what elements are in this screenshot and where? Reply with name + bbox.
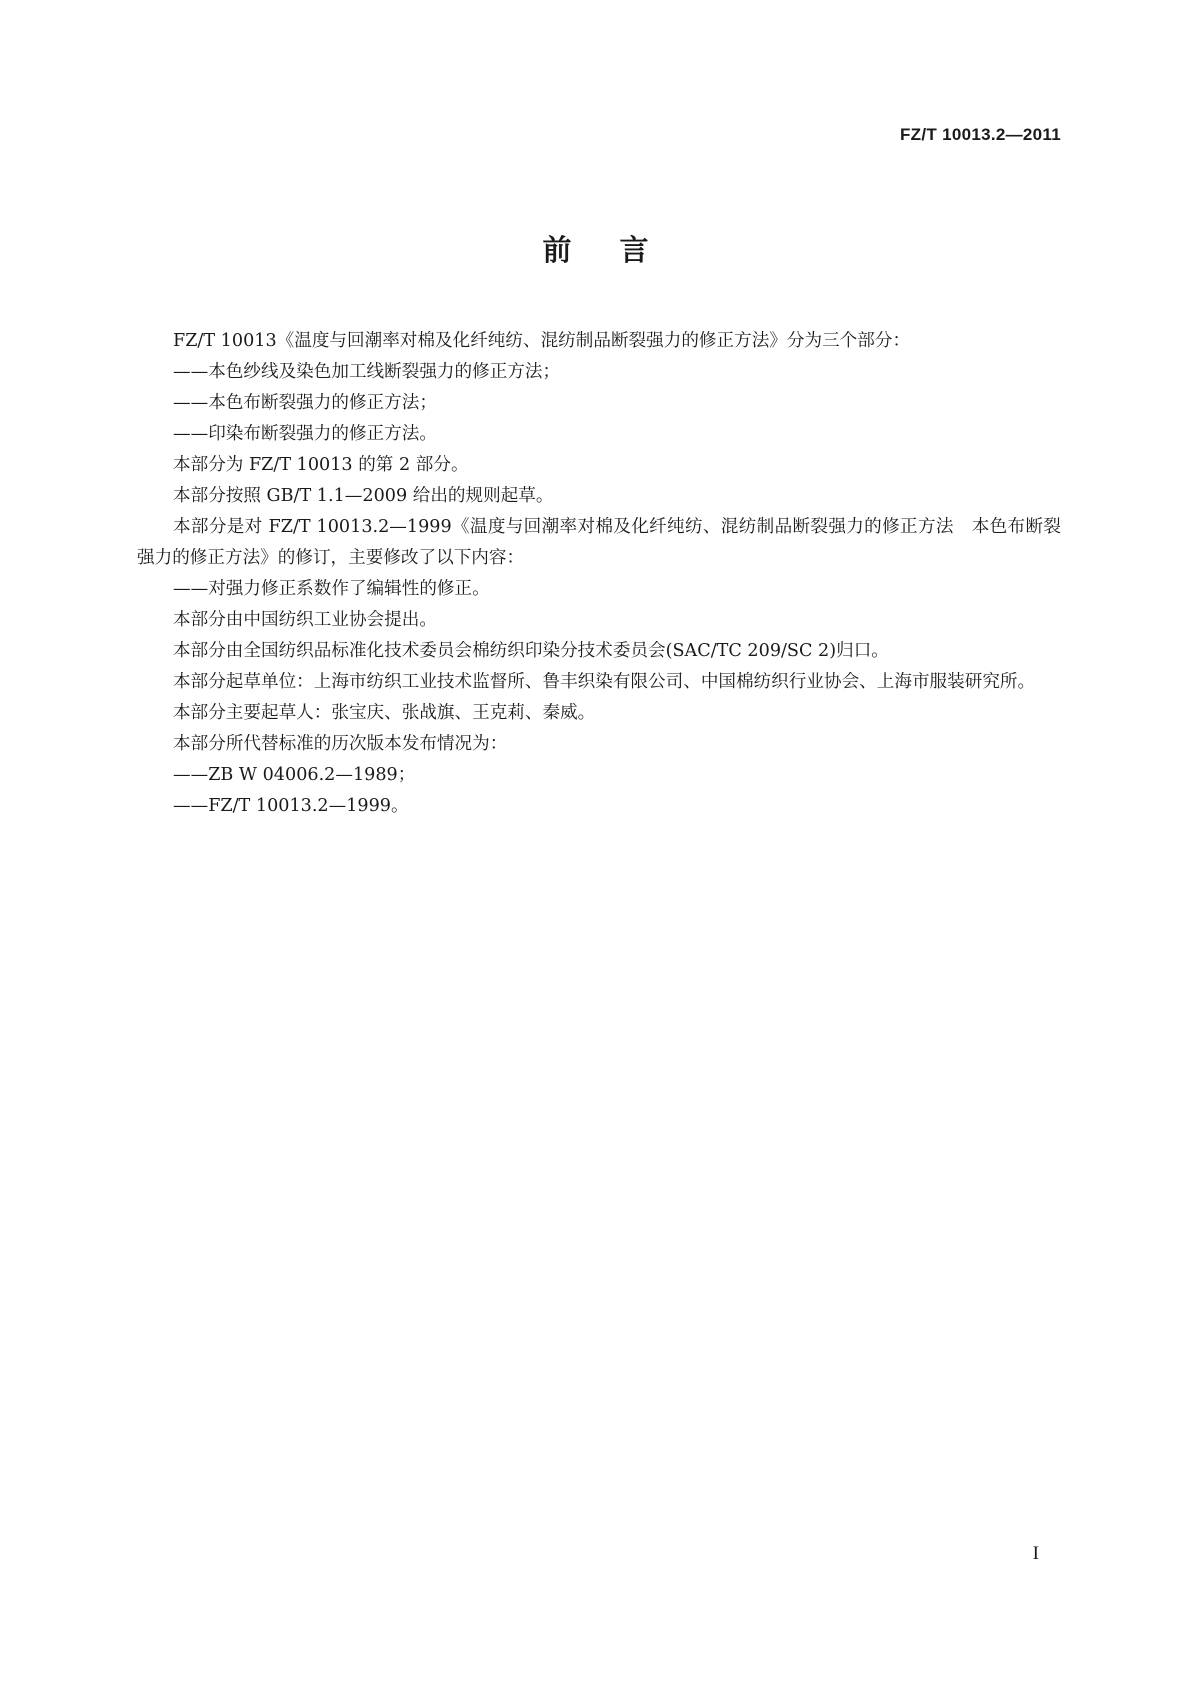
list-item-change: ——对强力修正系数作了编辑性的修正。 [173,579,490,599]
paragraph-committee: 本部分由全国纺织品标准化技术委员会棉纺织印染分技术委员会(SAC/TC 209/SC 2)归口。 [173,641,889,661]
paragraph-drafters: 本部分主要起草人：张宝庆、张战旗、王克莉、秦威。 [173,703,596,723]
list-item-part-3: ——印染布断裂强力的修正方法。 [173,424,437,444]
paragraph-drafting-rules: 本部分按照 GB/T 1.1—2009 给出的规则起草。 [173,486,554,506]
page-title: 前言 [542,233,697,267]
list-item-edition-1999: ——FZ/T 10013.2—1999。 [173,796,409,816]
paragraph-parts-overview: FZ/T 10013《温度与回潮率对棉及化纤纯纺、混纺制品断裂强力的修正方法》分为三个部分： [173,331,911,351]
foreword-body [137,326,1061,822]
paragraph-previous-editions: 本部分所代替标准的历次版本发布情况为： [173,734,508,754]
paragraph-drafting-units: 本部分起草单位：上海市纺织工业技术监督所、鲁丰织染有限公司、中国棉纺织行业协会、上海市服装研究所。 [173,672,1036,692]
paragraph-proposer: 本部分由中国纺织工业协会提出。 [173,610,437,630]
paragraph-part-statement: 本部分为 FZ/T 10013 的第 2 部分。 [173,455,469,475]
standard-number: FZ/T 10013.2—2011 [899,125,1061,144]
list-item-part-2: ——本色布断裂强力的修正方法； [173,393,437,413]
list-item-part-1: ——本色纱线及染色加工线断裂强力的修正方法； [173,362,561,382]
list-item-edition-1989: ——ZB W 04006.2—1989； [173,765,416,785]
paragraph-revision: 本部分是对 FZ/T 10013.2—1999《温度与回潮率对棉及化纤纯纺、混纺制品断裂强力的修正方法 本色布断裂强力的修正方法》的修订，主要修改了以下内容： [137,517,1061,568]
page-number: I [1032,1543,1039,1564]
